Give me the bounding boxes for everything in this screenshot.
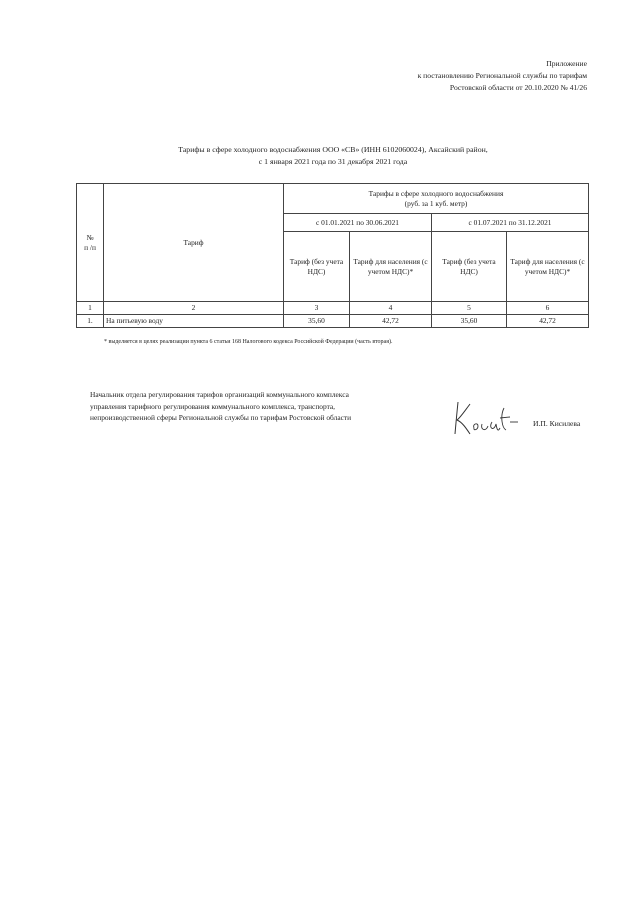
header-no-vat-1: Тариф (без учета НДС) [284, 232, 350, 302]
signer-line-2: управления тарифного регулирования коммунального комплекса, транспорта, [90, 401, 336, 411]
header-population-2: Тариф для населения (с учетом НДС)* [507, 232, 589, 302]
index-row [77, 302, 589, 315]
signer-name: И.П. Кисилева [533, 419, 581, 428]
row-tariff-name: На питьевую воду [104, 315, 284, 328]
index-cell: 2 [104, 302, 284, 315]
appendix-line-2: к постановлению Региональной службы по тарифам [417, 71, 587, 80]
tariff-table [76, 183, 589, 328]
row-number: 1. [77, 315, 104, 328]
header-period-2: с 01.07.2021 по 31.12.2021 [432, 214, 589, 232]
signer-position [90, 389, 450, 424]
header-tariff-group: Тарифы в сфере холодного водоснабжения (руб. за 1 куб. метр) [284, 184, 589, 214]
handwritten-signature [448, 398, 520, 438]
table-row [77, 315, 589, 328]
index-cell: 6 [507, 302, 589, 315]
header-no-vat-2: Тариф (без учета НДС) [432, 232, 507, 302]
signer-line-1: Начальник отдела регулирования тарифов организаций коммунального комплекса [90, 390, 349, 399]
document-title [70, 144, 596, 168]
index-cell: 3 [284, 302, 350, 315]
row-value-2: 42,72 [350, 315, 432, 328]
row-value-3: 35,60 [432, 315, 507, 328]
header-row-number: № п /п [77, 184, 104, 302]
row-value-4: 42,72 [507, 315, 589, 328]
appendix-line-1: Приложение [546, 59, 587, 68]
index-cell: 4 [350, 302, 432, 315]
signer-line-3: непроизводственной сферы Региональной службы по тарифам Ростовской области [90, 413, 352, 422]
header-population-1: Тариф для населения (с учетом НДС)* [350, 232, 432, 302]
title-line-2: с 1 января 2021 года по 31 декабря 2021 года [258, 157, 408, 166]
header-tariff: Тариф [104, 184, 284, 302]
index-cell: 5 [432, 302, 507, 315]
appendix-line-3: Ростовской области от 20.10.2020 № 41/26 [449, 83, 587, 92]
footnote: * выделяется в целях реализации пункта 6 статьи 168 Налогового кодекса Российской Федерации (часть вторая). [104, 339, 393, 345]
header-period-1: с 01.01.2021 по 30.06.2021 [284, 214, 432, 232]
title-line-1: Тарифы в сфере холодного водоснабжения ООО «СВ» (ИНН 6102060024), Аксайский район, [178, 145, 488, 154]
row-value-1: 35,60 [284, 315, 350, 328]
appendix-header [257, 58, 587, 94]
index-cell: 1 [77, 302, 104, 315]
